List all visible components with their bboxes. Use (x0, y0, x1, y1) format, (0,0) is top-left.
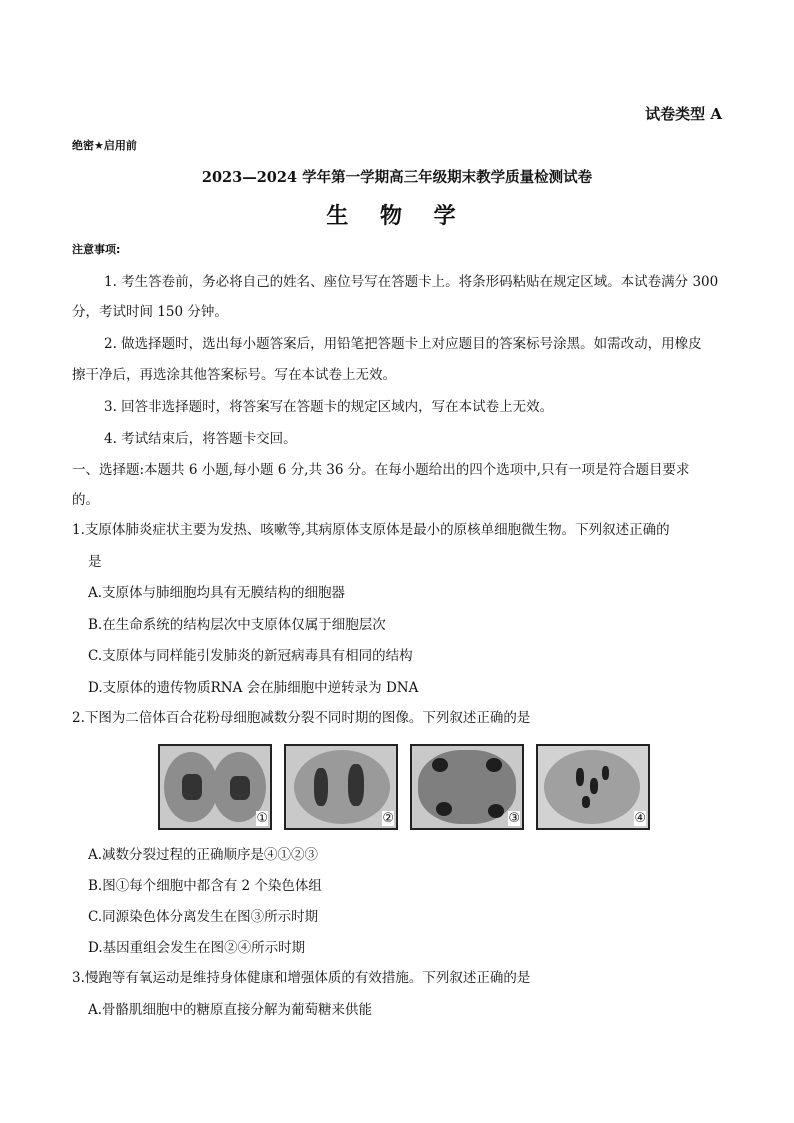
question-2-stem: 2.下图为二倍体百合花粉母细胞减数分裂不同时期的图像。下列叙述正确的是 (72, 710, 531, 726)
question-3-stem: 3.慢跑等有氧运动是维持身体健康和增强体质的有效措施。下列叙述正确的是 (72, 970, 531, 986)
notice-item-1-line-2: 分，考试时间 150 分钟。 (72, 304, 228, 320)
figure-label-4: ④ (634, 811, 646, 826)
notice-item-1-line-1: 1. 考生答卷前，务必将自己的姓名、座位号写在答题卡上。将条形码粘贴在规定区域。本试卷满分 300 (104, 274, 719, 290)
question-2-option-b: B.图①每个细胞中都含有 2 个染色体组 (88, 878, 322, 894)
figure-label-3: ③ (508, 811, 520, 826)
notice-item-4: 4. 考试结束后，将答题卡交回。 (104, 431, 297, 447)
question-1-stem-line-2: 是 (88, 554, 102, 570)
section-1-intro-line-1: 一、选择题:本题共 6 小题,每小题 6 分,共 36 分。在每小题给出的四个选项中,只有一项是符合题目要求 (72, 462, 690, 478)
meiosis-image-2 (284, 744, 398, 830)
confidential-mark: 绝密★启用前 (72, 139, 137, 152)
notice-item-3: 3. 回答非选择题时，将答案写在答题卡的规定区域内，写在本试卷上无效。 (104, 399, 554, 415)
meiosis-image-4 (536, 744, 650, 830)
question-1-option-b: B.在生命系统的结构层次中支原体仅属于细胞层次 (88, 617, 386, 633)
question-3-option-a: A.骨骼肌细胞中的糖原直接分解为葡萄糖来供能 (88, 1002, 373, 1018)
question-1-stem-line-1: 1.支原体肺炎症状主要为发热、咳嗽等,其病原体支原体是最小的原核单细胞微生物。下列叙述正确的 (72, 522, 670, 538)
notice-item-2-line-2: 擦干净后，再选涂其他答案标号。写在本试卷上无效。 (72, 367, 396, 383)
question-2-option-c: C.同源染色体分离发生在图③所示时期 (88, 909, 319, 925)
notice-item-2-line-1: 2. 做选择题时，选出每小题答案后，用铅笔把答题卡上对应题目的答案标号涂黑。如需改动，用橡皮 (104, 336, 702, 352)
notice-heading: 注意事项: (72, 243, 121, 256)
question-2-option-d: D.基因重组会发生在图②④所示时期 (88, 940, 306, 956)
question-1-option-a: A.支原体与肺细胞均具有无膜结构的细胞器 (88, 585, 346, 601)
question-2-option-a: A.减数分裂过程的正确顺序是④①②③ (88, 847, 319, 863)
question-1-option-d: D.支原体的遗传物质RNA 会在肺细胞中逆转录为 DNA (88, 680, 419, 696)
figure-label-1: ① (256, 811, 268, 826)
exam-title: 2023—2024 学年第一学期高三年级期末教学质量检测试卷 (201, 169, 593, 186)
figure-label-2: ② (382, 811, 394, 826)
meiosis-image-3 (410, 744, 524, 830)
subject-title: 生 物 学 (326, 203, 468, 229)
question-1-option-c: C.支原体与同样能引发肺炎的新冠病毒具有相同的结构 (88, 648, 413, 664)
paper-type-label: 试卷类型 A (645, 105, 722, 123)
section-1-intro-line-2: 的。 (72, 492, 99, 508)
meiosis-image-1 (158, 744, 272, 830)
